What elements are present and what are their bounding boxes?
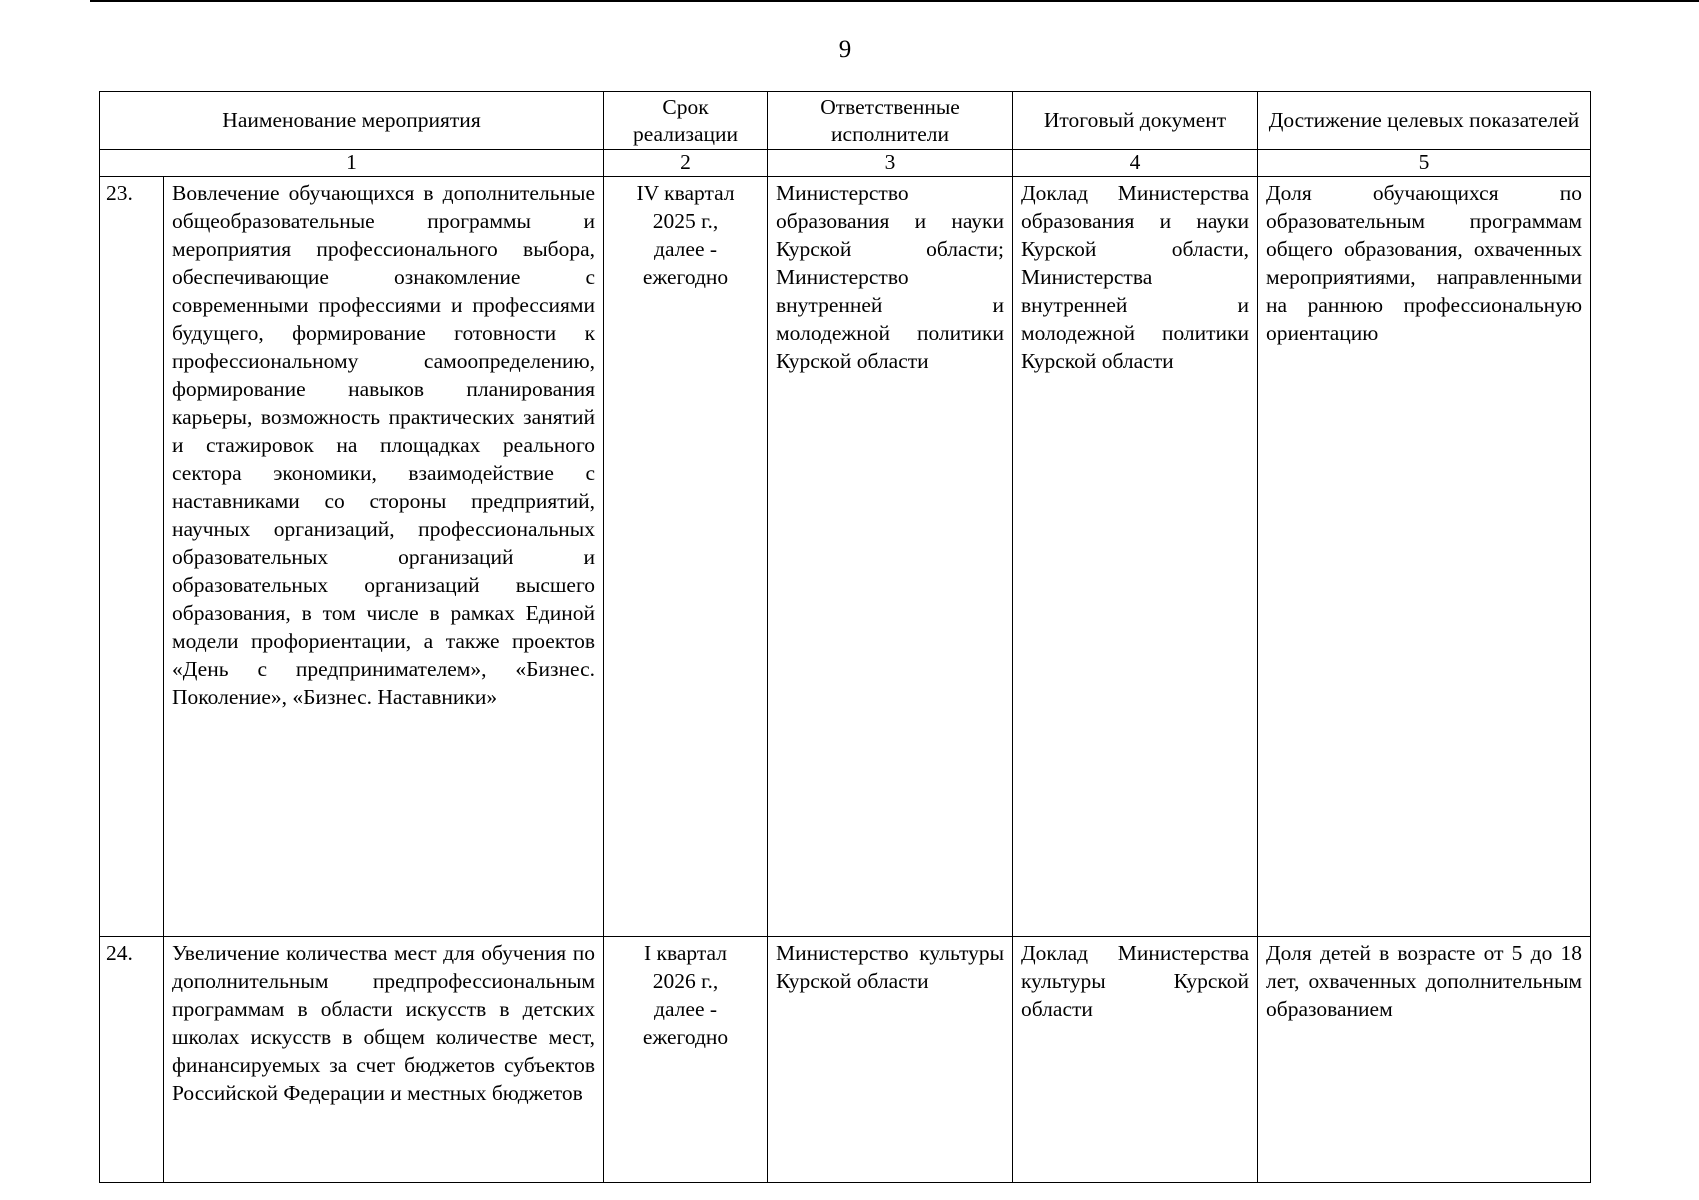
header-document: Итоговый документ [1013,92,1258,150]
term-line: I квартал [644,941,727,965]
term-line: 2025 г., [652,209,719,233]
term-line: IV квартал [636,181,735,205]
table-row [100,937,1591,1183]
term-line: далее - [654,997,718,1021]
target-indicator: Доля детей в возрасте от 5 до 18 лет, охваченных дополнительным образованием [1258,937,1591,1183]
column-number: 4 [1013,150,1258,177]
header-responsible: Ответственные исполнители [768,92,1013,150]
implementation-term [604,177,768,937]
column-numbers-row [100,150,1591,177]
measure-name: Вовлечение обучающихся в дополнительные общеобразовательные программы и мероприятия профессионального выбора, обеспечивающие ознакомление с современными профессиями и профессиями будущего, формирование готовности к профессиональному самоопределению, формирование навыков планирования карьеры, возможность практических занятий и стажировок на площадках реального сектора экономики, взаимодействие с наставниками со стороны предприятий, научных организаций, профессиональных образовательных организаций и образовательных организаций высшего образования, в том числе в рамках Единой модели профориентации, а также проектов «День с предпринимателем», «Бизнес. Поколение», «Бизнес. Наставники» [164,177,604,937]
term-line: далее - [654,237,718,261]
term-line: ежегодно [642,265,729,289]
target-indicator: Доля обучающихся по образовательным программам общего образования, охваченных мероприятиями, направленными на раннюю профессиональную ориентацию [1258,177,1591,937]
column-number: 3 [768,150,1013,177]
column-number: 1 [100,150,604,177]
implementation-term [604,937,768,1183]
page-number: 9 [838,36,852,63]
header-name: Наименование мероприятия [100,92,604,150]
measures-table [99,91,1591,1183]
column-number: 2 [604,150,768,177]
responsible-executors: Министерство образования и науки Курской области; Министерство внутренней и молодежной политики Курской области [768,177,1013,937]
table-row [100,177,1591,937]
final-document: Доклад Министерства культуры Курской области [1013,937,1258,1183]
term-line: 2026 г., [652,969,719,993]
header-row [100,92,1591,150]
row-number: 24. [100,937,164,1183]
responsible-executors: Министерство культуры Курской области [768,937,1013,1183]
header-term: Срок реализации [604,92,768,150]
term-line: ежегодно [642,1025,729,1049]
row-number: 23. [100,177,164,937]
measure-name: Увеличение количества мест для обучения по дополнительным предпрофессиональным программам в области искусств в детских школах искусств в общем количестве мест, финансируемых за счет бюджетов субъектов Российской Федерации и местных бюджетов [164,937,604,1183]
column-number: 5 [1258,150,1591,177]
page-top-rule [90,0,1699,2]
header-target: Достижение целевых показателей [1258,92,1591,150]
final-document: Доклад Министерства образования и науки Курской области, Министерства внутренней и молодежной политики Курской области [1013,177,1258,937]
